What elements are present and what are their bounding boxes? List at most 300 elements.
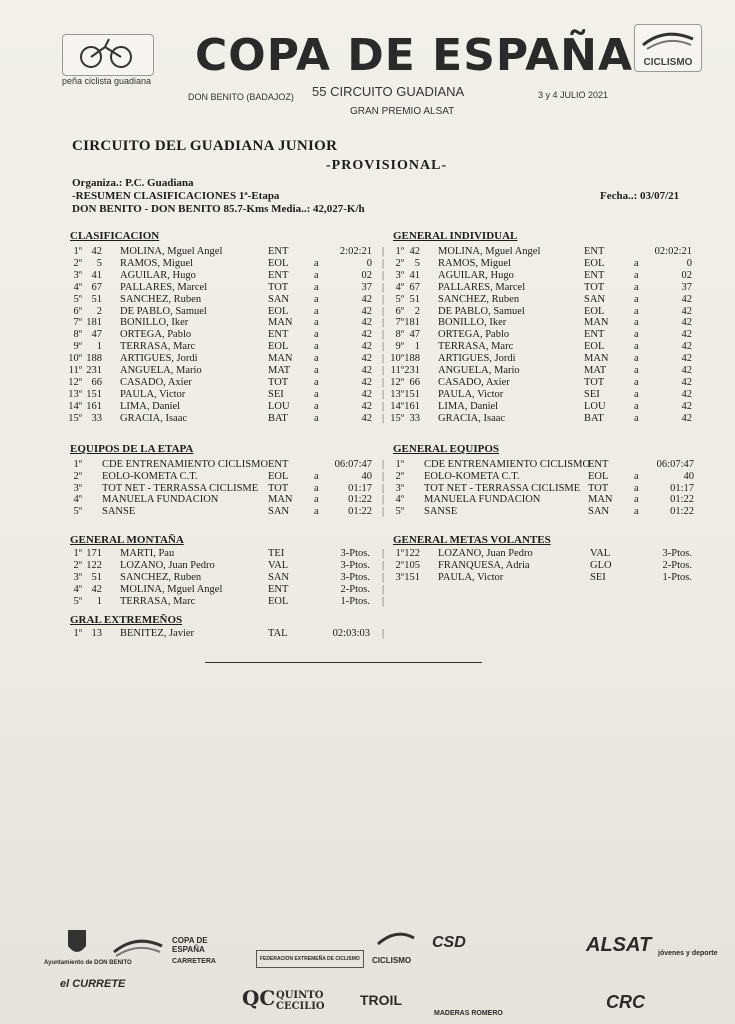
sponsor-csd: CSD xyxy=(432,934,466,951)
cell-bib: 66 xyxy=(409,376,420,388)
cell-position: 3º xyxy=(395,269,404,281)
cell-time: 42 xyxy=(681,376,692,388)
cell-bib: 231 xyxy=(86,365,102,376)
table-row xyxy=(62,506,392,518)
organizer: Organiza.: P.C. Guadiana xyxy=(72,177,194,189)
table-row xyxy=(62,389,392,401)
cell-team: ENT xyxy=(268,459,289,470)
cell-gap-marker: a xyxy=(314,470,319,482)
cell-bib: 66 xyxy=(91,376,102,388)
cell-bib: 1 xyxy=(414,341,420,353)
cell-bib: 13 xyxy=(91,628,102,639)
column-separator: | xyxy=(382,559,385,571)
cell-bib: 1 xyxy=(96,595,102,607)
cell-position: 5º xyxy=(395,293,404,305)
cell-rider: PAULA, Victor xyxy=(120,388,186,400)
sponsor-carretera: CARRETERA xyxy=(172,958,216,965)
cell-position: 5º xyxy=(73,595,82,607)
cell-time: 40 xyxy=(361,470,372,482)
cell-gap-marker: a xyxy=(634,293,639,305)
cell-time: 42 xyxy=(361,293,372,305)
cell-team: ENT xyxy=(584,246,605,257)
cell-team: TOT xyxy=(268,482,289,494)
column-separator: | xyxy=(382,470,385,482)
cell-team: GLO xyxy=(590,559,612,571)
cell-time: 42 xyxy=(681,329,692,341)
cell-rider: GRACIA, Isaac xyxy=(438,412,506,424)
cell-bib: 47 xyxy=(91,329,102,341)
section-title-general-montana: GENERAL MONTAÑA xyxy=(70,534,184,546)
cell-time: 42 xyxy=(361,317,372,329)
cell-position: 5º xyxy=(73,293,82,305)
table-row xyxy=(62,413,392,425)
cell-bib: 51 xyxy=(91,293,102,305)
cell-gap-marker: a xyxy=(314,281,319,293)
cell-position: 4º xyxy=(73,281,82,293)
cell-team: EOL xyxy=(268,305,289,317)
column-separator: | xyxy=(382,583,385,595)
column-separator: | xyxy=(382,548,385,559)
cell-time: 01:17 xyxy=(348,482,372,494)
cell-team-name: TOT NET - TERRASSA CICLISME xyxy=(424,482,581,494)
cell-time: 42 xyxy=(681,400,692,412)
cell-gap-marker: a xyxy=(634,376,639,388)
cell-bib: 42 xyxy=(91,246,102,257)
column-separator: | xyxy=(382,329,385,341)
cell-rider: SANCHEZ, Ruben xyxy=(120,571,202,583)
cell-position: 14º xyxy=(390,400,404,412)
page-title: COPA DE ESPAÑA xyxy=(195,30,634,81)
cell-time: 42 xyxy=(681,305,692,317)
cell-team: ENT xyxy=(588,459,609,470)
route-info: DON BENITO - DON BENITO 85.7-Kms Media..: 42,027-K/h xyxy=(72,203,365,215)
cell-rider: TERRASA, Marc xyxy=(120,341,196,353)
cell-gap-marker: a xyxy=(314,293,319,305)
column-separator: | xyxy=(382,269,385,281)
cell-time: 42 xyxy=(681,317,692,329)
table-row xyxy=(62,353,392,365)
cell-gap-marker: a xyxy=(634,506,639,518)
cell-position: 12º xyxy=(68,376,82,388)
cell-position: 7º xyxy=(395,317,404,329)
cell-rider: MARTI, Pau xyxy=(120,548,175,559)
table-row xyxy=(62,329,392,341)
cell-bib: 1 xyxy=(96,341,102,353)
cell-time: 02:02:21 xyxy=(654,246,692,257)
table-row xyxy=(384,317,704,329)
sponsor-alsat: ALSAT xyxy=(586,934,652,956)
cell-team: MAN xyxy=(268,353,293,365)
cell-position: 4º xyxy=(395,494,404,506)
cell-bib: 2 xyxy=(414,305,420,317)
cell-time: 06:07:47 xyxy=(334,459,372,470)
ciclismo-swoosh-icon xyxy=(374,928,418,952)
cell-bib: 151 xyxy=(404,571,420,583)
cell-position: 1º xyxy=(395,548,404,559)
table-row xyxy=(62,560,392,572)
cell-rider: ANGUELA, Mario xyxy=(120,365,202,376)
cell-position: 2º xyxy=(395,470,404,482)
table-row xyxy=(62,471,392,483)
table-row xyxy=(62,306,392,318)
cell-position: 9º xyxy=(73,341,82,353)
cell-position: 7º xyxy=(73,317,82,329)
cell-position: 3º xyxy=(395,482,404,494)
cell-position: 4º xyxy=(395,281,404,293)
cell-time: 01:22 xyxy=(670,494,694,506)
cell-team: ENT xyxy=(268,269,289,281)
cell-rider: PAULA, Victor xyxy=(438,388,504,400)
sponsor-maderas: MADERAS ROMERO xyxy=(434,1010,503,1017)
sponsor-copa: COPA DE ESPAÑA xyxy=(172,936,208,954)
cell-position: 2º xyxy=(73,470,82,482)
cell-team: TOT xyxy=(584,281,605,293)
cell-rider: ARTIGUES, Jordi xyxy=(438,353,516,365)
cell-rider: ORTEGA, Pablo xyxy=(438,329,510,341)
signature-line xyxy=(205,662,482,663)
cell-time: 42 xyxy=(681,293,692,305)
cell-rider: BONILLO, Iker xyxy=(438,317,507,329)
cell-bib: 42 xyxy=(91,583,102,595)
cell-bib: 161 xyxy=(86,400,102,412)
cell-time: 37 xyxy=(361,281,372,293)
cell-rider: TERRASA, Marc xyxy=(120,595,196,607)
cell-position: 1º xyxy=(73,628,82,639)
cell-time: 42 xyxy=(361,376,372,388)
cell-position: 13º xyxy=(68,388,82,400)
table-row xyxy=(62,628,392,640)
table-row xyxy=(384,341,704,353)
cell-gap-marker: a xyxy=(634,257,639,269)
cell-rider: AGUILAR, Hugo xyxy=(438,269,514,281)
cell-time: 0 xyxy=(686,257,692,269)
status-provisional: -PROVISIONAL- xyxy=(326,158,448,173)
column-separator: | xyxy=(382,281,385,293)
cell-time: 02 xyxy=(681,269,692,281)
table-row xyxy=(62,377,392,389)
table-row xyxy=(62,270,392,282)
cell-team: TOT xyxy=(268,376,289,388)
section-title-equipos-etapa: EQUIPOS DE LA ETAPA xyxy=(70,443,194,455)
cell-position: 8º xyxy=(395,329,404,341)
cell-time: 02 xyxy=(361,269,372,281)
cell-time: 01:22 xyxy=(348,494,372,506)
cell-rider: AGUILAR, Hugo xyxy=(120,269,196,281)
cell-bib: 181 xyxy=(404,317,420,329)
cell-team: VAL xyxy=(268,559,289,571)
table-row xyxy=(384,329,704,341)
cell-team: ENT xyxy=(268,583,289,595)
crest-icon xyxy=(66,926,88,958)
column-separator: | xyxy=(382,494,385,506)
cell-team: SAN xyxy=(588,506,610,518)
cell-time: 1-Ptos. xyxy=(662,571,692,583)
cell-team: MAN xyxy=(584,317,609,329)
cell-time: 02:03:03 xyxy=(332,628,370,639)
cell-team: EOL xyxy=(584,257,605,269)
table-row xyxy=(62,572,392,584)
cell-gap-marker: a xyxy=(314,400,319,412)
column-separator: | xyxy=(382,317,385,329)
cell-position: 11º xyxy=(68,365,82,376)
cell-position: 1º xyxy=(73,246,82,257)
cell-position: 5º xyxy=(73,506,82,518)
cell-rider: TERRASA, Marc xyxy=(438,341,514,353)
cell-team-name: MANUELA FUNDACION xyxy=(102,494,219,506)
cell-position: 3º xyxy=(73,571,82,583)
cell-time: 3-Ptos. xyxy=(340,559,370,571)
cell-rider: SANCHEZ, Ruben xyxy=(438,293,520,305)
cell-team: EOL xyxy=(584,305,605,317)
cell-team: ENT xyxy=(584,329,605,341)
cell-position: 13º xyxy=(390,388,404,400)
cell-time: 42 xyxy=(361,388,372,400)
cell-gap-marker: a xyxy=(314,329,319,341)
cell-position: 5º xyxy=(395,506,404,518)
table-row xyxy=(62,494,392,506)
cell-gap-marker: a xyxy=(314,376,319,388)
section-title-general-metas: GENERAL METAS VOLANTES xyxy=(393,534,551,546)
sponsor-jovenes: jóvenes y deporte xyxy=(658,950,718,957)
cell-team: ENT xyxy=(268,329,289,341)
cell-gap-marker: a xyxy=(634,388,639,400)
column-separator: | xyxy=(382,412,385,424)
cell-position: 3º xyxy=(73,482,82,494)
cell-position: 1º xyxy=(73,548,82,559)
column-separator: | xyxy=(382,293,385,305)
cell-bib: 231 xyxy=(404,365,420,376)
table-row xyxy=(384,270,704,282)
header-grand-prix: GRAN PREMIO ALSAT xyxy=(350,106,455,117)
cell-team: EOL xyxy=(584,341,605,353)
cell-team-name: EOLO-KOMETA C.T. xyxy=(102,470,198,482)
cell-team: SEI xyxy=(590,571,606,583)
cell-time: 3-Ptos. xyxy=(662,548,692,559)
cell-position: 10º xyxy=(68,353,82,365)
cell-gap-marker: a xyxy=(634,470,639,482)
cell-time: 42 xyxy=(681,341,692,353)
cell-rider: RAMOS, Miguel xyxy=(120,257,193,269)
cell-time: 37 xyxy=(681,281,692,293)
cell-position: 1º xyxy=(395,459,404,470)
cell-rider: PALLARES, Marcel xyxy=(438,281,526,293)
cell-team-name: SANSE xyxy=(102,506,136,518)
cell-position: 6º xyxy=(395,305,404,317)
sponsor-troil: TROIL xyxy=(360,992,402,1008)
column-separator: | xyxy=(382,388,385,400)
cell-gap-marker: a xyxy=(634,305,639,317)
cell-position: 9º xyxy=(395,341,404,353)
table-row xyxy=(384,365,704,377)
cell-position: 3º xyxy=(73,269,82,281)
cell-gap-marker: a xyxy=(314,269,319,281)
cell-bib: 67 xyxy=(91,281,102,293)
cell-bib: 122 xyxy=(404,548,420,559)
cell-team: ENT xyxy=(584,269,605,281)
cell-gap-marker: a xyxy=(314,482,319,494)
cell-gap-marker: a xyxy=(634,269,639,281)
table-row xyxy=(384,282,704,294)
table-row xyxy=(62,459,392,471)
column-separator: | xyxy=(382,595,385,607)
table-row xyxy=(384,459,704,471)
table-row xyxy=(62,282,392,294)
table-row xyxy=(62,341,392,353)
cell-team: LOU xyxy=(268,400,290,412)
cell-rider: ARTIGUES, Jordi xyxy=(120,353,198,365)
cell-team: TOT xyxy=(588,482,609,494)
sponsor-fed: FEDERACION EXTREMEÑA DE CICLISMO xyxy=(256,950,364,968)
cell-team: TAL xyxy=(268,628,288,639)
table-row xyxy=(384,306,704,318)
column-separator: | xyxy=(382,506,385,518)
date: Fecha..: 03/07/21 xyxy=(600,190,680,202)
cell-position: 11º xyxy=(390,365,404,376)
cell-time: 42 xyxy=(361,329,372,341)
header-edition: 55 CIRCUITO GUADIANA xyxy=(312,84,465,99)
cell-time: 42 xyxy=(681,353,692,365)
cell-bib: 2 xyxy=(96,305,102,317)
table-row xyxy=(62,401,392,413)
cell-rider: FRANQUESA, Adria xyxy=(438,559,530,571)
header-dates: 3 y 4 JULIO 2021 xyxy=(538,90,609,100)
cell-bib: 47 xyxy=(409,329,420,341)
column-separator: | xyxy=(382,353,385,365)
cell-rider: MOLINA, Mguel Angel xyxy=(120,583,223,595)
cell-team: MAN xyxy=(268,317,293,329)
cell-team: EOL xyxy=(268,595,289,607)
cell-team: MAT xyxy=(584,365,607,376)
cell-team: MAN xyxy=(268,494,293,506)
sponsor-quinto: QUINTO CECILIO xyxy=(276,990,325,1012)
cell-rider: CASADO, Axier xyxy=(438,376,510,388)
cell-time: 42 xyxy=(361,400,372,412)
cell-gap-marker: a xyxy=(314,365,319,376)
section-title-general-equipos: GENERAL EQUIPOS xyxy=(393,443,500,455)
cell-bib: 5 xyxy=(414,257,420,269)
cell-gap-marker: a xyxy=(634,400,639,412)
cell-time: 06:07:47 xyxy=(656,459,694,470)
cell-bib: 41 xyxy=(409,269,420,281)
cell-gap-marker: a xyxy=(314,353,319,365)
header-location: DON BENITO (BADAJOZ) xyxy=(188,92,294,102)
table-row xyxy=(62,584,392,596)
cell-gap-marker: a xyxy=(314,317,319,329)
cell-position: 2º xyxy=(73,257,82,269)
table-row xyxy=(62,294,392,306)
cell-rider: ANGUELA, Mario xyxy=(438,365,520,376)
cell-position: 6º xyxy=(73,305,82,317)
federation-logo-text: CICLISMO xyxy=(643,57,693,68)
cell-rider: DE PABLO, Samuel xyxy=(120,305,207,317)
cell-time: 42 xyxy=(361,305,372,317)
cell-team-name: CDE ENTRENAMIENTO CICLISMO xyxy=(424,459,591,470)
column-separator: | xyxy=(382,571,385,583)
cell-time: 2-Ptos. xyxy=(662,559,692,571)
cell-position: 2º xyxy=(73,559,82,571)
cell-team: LOU xyxy=(584,400,606,412)
cell-rider: BENITEZ, Javier xyxy=(120,628,195,639)
cell-team: BAT xyxy=(268,412,288,424)
column-separator: | xyxy=(382,246,385,257)
cell-time: 01:22 xyxy=(670,506,694,518)
cell-rider: LOZANO, Juan Pedro xyxy=(438,548,533,559)
table-row xyxy=(62,317,392,329)
cell-team: SAN xyxy=(584,293,606,305)
cell-team: BAT xyxy=(584,412,604,424)
table-row xyxy=(384,483,704,495)
cell-rider: PALLARES, Marcel xyxy=(120,281,208,293)
table-row xyxy=(384,401,704,413)
table-row xyxy=(384,572,704,584)
table-row xyxy=(384,353,704,365)
cell-position: 3º xyxy=(395,571,404,583)
cell-rider: MOLINA, Mguel Angel xyxy=(120,246,223,257)
cell-rider: RAMOS, Miguel xyxy=(438,257,511,269)
sponsor-ciclismo: CICLISMO xyxy=(372,956,412,965)
cell-time: 42 xyxy=(681,412,692,424)
cell-team: EOL xyxy=(588,470,609,482)
table-row xyxy=(384,413,704,425)
cell-team-name: TOT NET - TERRASSA CICLISME xyxy=(102,482,259,494)
cell-rider: PAULA, Victor xyxy=(438,571,504,583)
table-row xyxy=(384,506,704,518)
column-separator: | xyxy=(382,305,385,317)
cell-team: EOL xyxy=(268,470,289,482)
section-title-general-individual: GENERAL INDIVIDUAL xyxy=(393,230,518,242)
cell-position: 1º xyxy=(395,246,404,257)
summary-title: -RESUMEN CLASIFICACIONES 1ª-Etapa xyxy=(72,190,280,202)
table-row xyxy=(384,377,704,389)
cell-rider: CASADO, Axier xyxy=(120,376,192,388)
cell-time: 42 xyxy=(681,388,692,400)
cell-bib: 105 xyxy=(404,559,420,571)
cell-bib: 171 xyxy=(86,548,102,559)
cell-team: VAL xyxy=(590,548,611,559)
cell-position: 4º xyxy=(73,583,82,595)
cell-time: 42 xyxy=(361,412,372,424)
cell-team: ENT xyxy=(268,246,289,257)
cell-team: EOL xyxy=(268,257,289,269)
cell-gap-marker: a xyxy=(314,341,319,353)
cell-bib: 188 xyxy=(404,353,420,365)
cell-rider: LIMA, Daniel xyxy=(438,400,499,412)
cell-position: 15º xyxy=(68,412,82,424)
cell-rider: DE PABLO, Samuel xyxy=(438,305,525,317)
cell-bib: 33 xyxy=(91,412,102,424)
table-row xyxy=(62,365,392,377)
table-row xyxy=(62,596,392,608)
cell-gap-marker: a xyxy=(314,494,319,506)
sponsor-currete: el CURRETE xyxy=(60,978,126,990)
cell-team: TEI xyxy=(268,548,285,559)
cell-bib: 151 xyxy=(404,388,420,400)
cell-rider: SANCHEZ, Ruben xyxy=(120,293,202,305)
cell-bib: 41 xyxy=(91,269,102,281)
table-row xyxy=(384,258,704,270)
cell-bib: 181 xyxy=(86,317,102,329)
cell-position: 4º xyxy=(73,494,82,506)
cell-bib: 33 xyxy=(409,412,420,424)
cell-gap-marker: a xyxy=(314,305,319,317)
cell-position: 8º xyxy=(73,329,82,341)
cell-bib: 161 xyxy=(404,400,420,412)
column-separator: | xyxy=(382,482,385,494)
cell-gap-marker: a xyxy=(634,329,639,341)
cell-position: 10º xyxy=(390,353,404,365)
section-title-clasificacion: CLASIFICACION xyxy=(70,230,160,242)
cell-rider: MOLINA, Mguel Angel xyxy=(438,246,541,257)
